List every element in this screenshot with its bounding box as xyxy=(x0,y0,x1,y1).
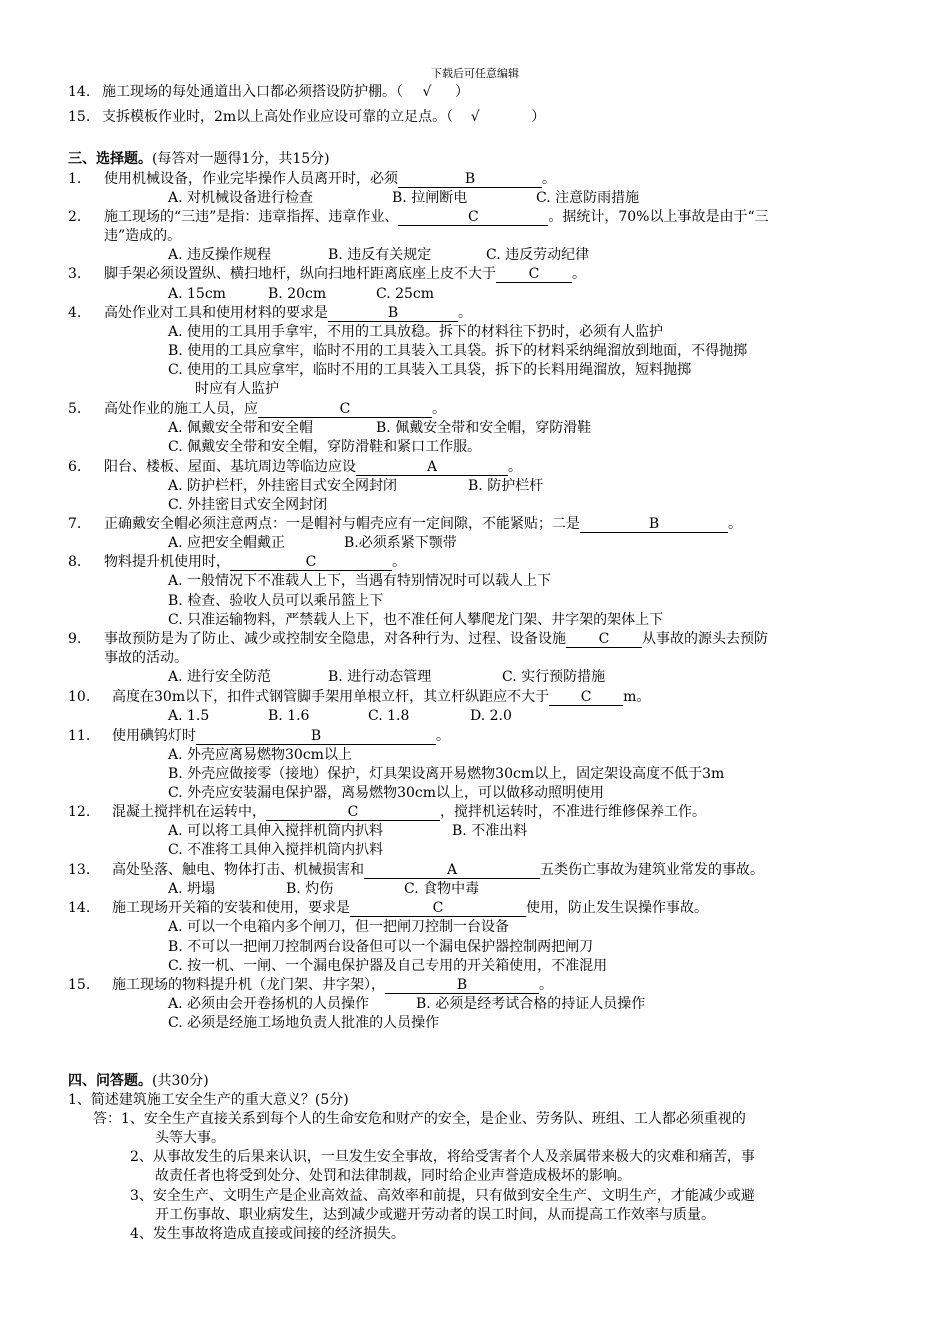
item-text: 支拆模板作业时，2m以上高处作业应设可靠的立足点。（ xyxy=(102,109,454,125)
question-number: 11. xyxy=(68,728,91,744)
question-text: 混凝土搅拌机在运转中， xyxy=(112,804,266,820)
option-a: A. 1.5 xyxy=(168,708,210,724)
item-number: 14. xyxy=(68,84,91,100)
answer-blank: B xyxy=(580,516,728,533)
section-note: (每答对一题得1分，共15分) xyxy=(152,151,330,167)
question-number: 13. xyxy=(68,862,91,878)
answer-blank: C xyxy=(398,209,548,226)
answer-blank: B xyxy=(328,305,458,322)
answer-label: 3、 xyxy=(130,1188,153,1204)
option-a: A. 可以将工具伸入搅拌机筒内扒料 xyxy=(168,823,384,839)
question-4 xyxy=(68,304,472,322)
question-13-options xyxy=(168,880,479,898)
question-14-option-c: C. 按一机、一闸、一个漏电保护器及自己专用的开关箱使用，不准混用 xyxy=(168,958,608,974)
question-15-options xyxy=(168,995,645,1013)
question-number: 6. xyxy=(68,459,82,475)
question-3-options xyxy=(168,285,434,303)
question-text: 脚手架必须设置纵、横扫地杆，纵向扫地杆距离底座上皮不大于 xyxy=(104,266,496,282)
question-number: 1. xyxy=(68,171,82,187)
item-end: ） xyxy=(531,109,546,125)
option-c: C. 1.8 xyxy=(368,708,410,724)
answer-blank: C xyxy=(258,401,432,418)
question-12-options xyxy=(168,822,527,840)
option-b: B. 不准出料 xyxy=(452,823,528,839)
question-5-option-c: C. 佩戴安全带和安全帽，穿防滑鞋和紧口工作服。 xyxy=(168,439,482,455)
question-8-option-b: B. 检查、验收人员可以乘吊篮上下 xyxy=(168,593,384,609)
answer-text: 安全生产、文明生产是企业高效益、高效率和前提，只有做到安全生产、文明生产，才能减少或避 xyxy=(152,1188,755,1204)
answer-item-3-continuation: 开工伤事故、职业病发生，达到减少或避开劳动者的误工时间，从而提高工作效率与质量。 xyxy=(155,1207,715,1223)
answer-blank: B xyxy=(398,171,542,188)
question-text-end: ，搅拌机运转时，不准进行维修保养工作。 xyxy=(440,804,706,820)
answer-item-2-continuation: 故责任者也将受到处分、处罚和法律制裁，同时给企业声誉造成极坏的影响。 xyxy=(155,1168,631,1184)
answer-item-1 xyxy=(93,1110,746,1128)
option-b: B. 防护栏杆 xyxy=(468,478,544,494)
question-number: 5. xyxy=(68,401,82,417)
page-header: 下载后可任意编辑 xyxy=(431,67,519,80)
section-title: 三、选择题。 xyxy=(68,151,152,167)
answer-blank: A xyxy=(364,862,540,879)
question-7-options xyxy=(168,534,457,552)
question-text-end: 。 xyxy=(458,305,472,321)
option-c: C. 食物中毒 xyxy=(404,881,480,897)
option-b: B. 1.6 xyxy=(268,708,310,724)
question-15-option-c: C. 必须是经施工场地负责人批准的人员操作 xyxy=(168,1015,440,1031)
option-a: A. 佩戴安全带和安全帽 xyxy=(168,420,314,436)
section-4-heading xyxy=(68,1072,209,1090)
question-6 xyxy=(68,458,522,476)
option-c: C. 25cm xyxy=(376,286,435,302)
question-number: 15. xyxy=(68,977,91,993)
option-b: B. 违反有关规定 xyxy=(328,247,432,263)
option-a: A. 进行安全防范 xyxy=(168,669,272,685)
answer-blank: C xyxy=(496,266,572,283)
question-text: 施工现场的物料提升机（龙门架、井字架）， xyxy=(112,977,385,993)
question-number: 2. xyxy=(68,209,82,225)
option-a: A. 违反操作规程 xyxy=(168,247,272,263)
question-text-end: 。 xyxy=(508,459,522,475)
question-4-option-b: B. 使用的工具应拿牢，临时不用的工具装入工具袋。拆下的材料采纳绳溜放到地面，不得抛掷 xyxy=(168,343,748,359)
question-5-options xyxy=(168,419,591,437)
option-b: B. 20cm xyxy=(268,286,327,302)
option-b: B.必须系紧下颚带 xyxy=(344,535,457,551)
question-text-end: 。 xyxy=(392,554,406,570)
question-text-end: 。据统计，70%以上事故是由于“三 xyxy=(548,209,769,225)
question-9-continuation: 事故的活动。 xyxy=(104,650,188,666)
question-12-option-c: C. 不准将工具伸入搅拌机筒内扒料 xyxy=(168,842,384,858)
option-a: A. 对机械设备进行检查 xyxy=(168,190,314,206)
question-14 xyxy=(68,899,708,917)
option-a: A. 15cm xyxy=(168,286,226,302)
question-11 xyxy=(68,727,450,745)
judge-item-15 xyxy=(68,108,545,126)
question-4-option-a: A. 使用的工具用手拿牢，不用的工具放稳。拆下的材料往下扔时，必须有人监护 xyxy=(168,324,664,340)
question-text: 正确戴安全帽必须注意两点：一是帽衬与帽壳应有一定间隙，不能紧贴；二是 xyxy=(104,516,580,532)
option-b: B. 拉闸断电 xyxy=(392,190,468,206)
question-text-end: 。 xyxy=(539,977,553,993)
question-12 xyxy=(68,803,706,821)
question-4-option-c-continuation: 时应有人监护 xyxy=(195,381,279,397)
answer-item-2 xyxy=(130,1148,755,1166)
option-a: A. 必须由会开卷扬机的人员操作 xyxy=(168,996,370,1012)
question-14-option-a: A. 可以一个电箱内多个闸刀，但一把闸刀控制一台设备 xyxy=(168,919,510,935)
item-number: 15. xyxy=(68,109,91,125)
question-2-options xyxy=(168,246,589,264)
question-4-option-c: C. 使用的工具应拿牢，临时不用的工具装入工具袋，拆下的长料用绳溜放，短料抛掷 xyxy=(168,362,692,378)
question-text: 事故预防是为了防止、减少或控制安全隐患，对各种行为、过程、设备设施 xyxy=(104,631,566,647)
question-text: 高度在30m以下，扣件式钢管脚手架用单根立杆，其立杆纵距应不大于 xyxy=(112,689,550,705)
question-9 xyxy=(68,630,768,648)
question-2-continuation: 违”造成的。 xyxy=(104,228,182,244)
answer-blank: B xyxy=(385,977,539,994)
question-10 xyxy=(68,688,650,706)
option-c: C. 实行预防措施 xyxy=(502,669,606,685)
answer-item-4 xyxy=(130,1225,405,1243)
question-14-option-b: B. 不可以一把闸刀控制两台设备但可以一个漏电保护器控制两把闸刀 xyxy=(168,939,594,955)
question-11-option-a: A. 外壳应离易燃物30cm以上 xyxy=(168,747,352,763)
question-text: 阳台、楼板、屋面、基坑周边等临边应设 xyxy=(104,459,356,475)
question-7 xyxy=(68,515,742,533)
option-c: C. 注意防雨措施 xyxy=(536,190,640,206)
answer-blank: B xyxy=(196,728,436,745)
check-mark: √ xyxy=(422,84,432,100)
question-6-option-c: C. 外挂密目式安全网封闭 xyxy=(168,497,328,513)
question-1-options xyxy=(168,189,639,207)
question-6-options xyxy=(168,477,543,495)
question-number: 4. xyxy=(68,305,82,321)
item-end: ） xyxy=(455,84,469,100)
answer-label: 答：1、 xyxy=(93,1111,144,1127)
option-a: A. 防护栏杆，外挂密目式安全网封闭 xyxy=(168,478,398,494)
question-15 xyxy=(68,976,553,994)
question-3 xyxy=(68,265,586,283)
question-text-end: 从事故的源头去预防 xyxy=(642,631,768,647)
question-10-options xyxy=(168,707,512,725)
answer-text: 从事故发生的后果来认识，一旦发生安全事故，将给受害者个人及亲属带来极大的灾难和痛苦，事 xyxy=(152,1149,755,1165)
answer-blank: A xyxy=(356,459,508,476)
question-text-end: 。 xyxy=(436,728,450,744)
answer-text: 安全生产直接关系到每个人的生命安危和财产的安全，是企业、劳务队、班组、工人都必须重视的 xyxy=(143,1111,746,1127)
option-d: D. 2.0 xyxy=(470,708,512,724)
question-1 xyxy=(68,170,556,188)
answer-blank: C xyxy=(266,804,440,821)
option-a: A. 坍塌 xyxy=(168,881,216,897)
question-text: 物料提升机使用时， xyxy=(104,554,230,570)
question-number: 8. xyxy=(68,554,82,570)
section-note: (共30分) xyxy=(152,1073,209,1089)
option-c: C. 违反劳动纪律 xyxy=(486,247,590,263)
answer-blank: C xyxy=(230,554,392,571)
answer-label: 4、 xyxy=(130,1226,153,1242)
option-b: B. 进行动态管理 xyxy=(328,669,432,685)
check-mark: √ xyxy=(470,109,480,125)
answer-blank: C xyxy=(549,689,623,706)
question-text-end: 。 xyxy=(572,266,586,282)
question-number: 12. xyxy=(68,804,91,820)
question-text: 高处坠落、触电、物体打击、机械损害和 xyxy=(112,862,364,878)
question-text: 使用碘钨灯时 xyxy=(112,728,196,744)
question-text: 施工现场的“三违”是指：违章指挥、违章作业、 xyxy=(104,209,399,225)
judge-item-14 xyxy=(68,83,469,101)
question-text-end: 。 xyxy=(542,171,556,187)
question-5 xyxy=(68,400,446,418)
question-text-end: 使用，防止发生误操作事故。 xyxy=(526,900,708,916)
answer-item-1-continuation: 头等大事。 xyxy=(155,1130,225,1146)
question-8-option-c: C. 只准运输物料，严禁载人上下，也不准任何人攀爬龙门架、井字架的架体上下 xyxy=(168,612,664,628)
question-number: 7. xyxy=(68,516,82,532)
question-text: 高处作业的施工人员，应 xyxy=(104,401,258,417)
question-2 xyxy=(68,208,769,226)
question-number: 3. xyxy=(68,266,82,282)
answer-blank: C xyxy=(350,900,526,917)
option-a: A. 应把安全帽戴正 xyxy=(168,535,286,551)
question-13 xyxy=(68,861,764,879)
option-b: B. 灼伤 xyxy=(286,881,334,897)
item-text: 施工现场的每处通道出入口都必须搭设防护棚。（ xyxy=(102,84,403,100)
option-b: B. 必须是经考试合格的持证人员操作 xyxy=(416,996,646,1012)
question-text: 施工现场开关箱的安装和使用，要求是 xyxy=(112,900,350,916)
answer-blank: C xyxy=(566,631,642,648)
question-text: 使用机械设备，作业完毕操作人员离开时，必须 xyxy=(104,171,398,187)
answer-label: 2、 xyxy=(130,1149,153,1165)
question-number: 9. xyxy=(68,631,82,647)
section-title: 四、问答题。 xyxy=(68,1073,152,1089)
question-text: 高处作业对工具和使用材料的要求是 xyxy=(104,305,328,321)
question-9-options xyxy=(168,668,605,686)
essay-question-1: 1、简述建筑施工安全生产的重大意义？(5分) xyxy=(68,1092,349,1108)
question-text-end: m。 xyxy=(623,689,651,705)
question-text-end: 。 xyxy=(728,516,742,532)
question-8 xyxy=(68,553,406,571)
answer-item-3 xyxy=(130,1187,755,1205)
answer-text: 发生事故将造成直接或间接的经济损失。 xyxy=(152,1226,405,1242)
question-11-option-b: B. 外壳应做接零（接地）保护，灯具架设离开易燃物30cm以上，固定架设高度不低于3m xyxy=(168,766,725,782)
question-number: 14. xyxy=(68,900,91,916)
question-11-option-c: C. 外壳应安装漏电保护器，离易燃物30cm以上，可以做移动照明使用 xyxy=(168,785,605,801)
option-b: B. 佩戴安全带和安全帽，穿防滑鞋 xyxy=(376,420,592,436)
question-text-end: 。 xyxy=(432,401,446,417)
question-8-option-a: A. 一般情况下不准载人上下，当遇有特别情况时可以载人上下 xyxy=(168,573,552,589)
section-3-heading xyxy=(68,150,330,168)
question-number: 10. xyxy=(68,689,91,705)
question-text-end: 五类伤亡事故为建筑业常发的事故。 xyxy=(540,862,764,878)
